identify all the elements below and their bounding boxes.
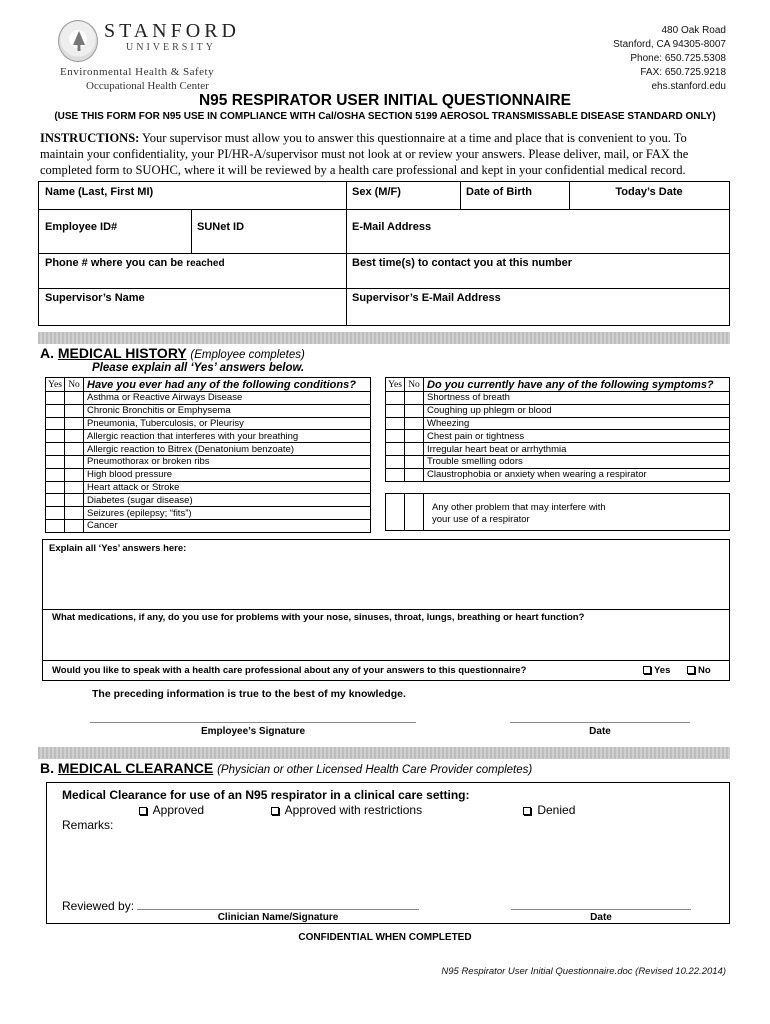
no-checkbox[interactable] [65, 481, 84, 494]
checkbox-icon [523, 807, 531, 815]
address-line: 480 Oak Road [661, 25, 726, 36]
section-b-note: (Physician or other Licensed Health Care Provider completes) [217, 764, 533, 776]
table-row [386, 430, 730, 443]
table-row [386, 443, 730, 456]
condition-label: Chronic Bronchitis or Emphysema [84, 404, 371, 417]
dob-field[interactable] [460, 182, 569, 209]
table-row [386, 468, 730, 481]
yes-checkbox[interactable] [46, 392, 65, 405]
condition-label: Asthma or Reactive Airways Disease [84, 392, 371, 405]
medications-label: What medications, if any, do you use for problems with your nose, sinuses, throat, lungs, breathing or heart function? [52, 612, 585, 623]
form-subtitle: (USE THIS FORM FOR N95 USE IN COMPLIANCE WITH Cal/OSHA SECTION 5199 AEROSOL TRANSMISSABLE DISEASE STANDARD ONLY) [54, 111, 716, 122]
employee-signature-line[interactable] [90, 722, 416, 723]
address-block [613, 24, 726, 94]
email-field[interactable] [346, 217, 729, 253]
condition-label: Pneumothorax or broken ribs [84, 455, 371, 468]
condition-label: Allergic reaction that interferes with your breathing [84, 430, 371, 443]
employee-date-label: Date [589, 726, 611, 737]
remarks-input[interactable] [57, 835, 717, 893]
table-row [46, 417, 371, 430]
name-label: Name (Last, First MI) [45, 186, 154, 198]
section-a-prefix: A. [40, 345, 54, 361]
dob-label: Date of Birth [466, 186, 532, 198]
approved-restrictions-option[interactable] [271, 803, 422, 817]
employee-signature-label: Employee’s Signature [200, 726, 306, 737]
condition-label: Heart attack or Stroke [84, 481, 371, 494]
table-row [46, 404, 371, 417]
supervisor-email-field[interactable] [346, 288, 729, 325]
yes-checkbox[interactable] [386, 404, 405, 417]
table-row [46, 443, 371, 456]
section-a-note: (Employee completes) [190, 349, 305, 361]
table-row [46, 455, 371, 468]
yes-checkbox[interactable] [46, 417, 65, 430]
no-checkbox[interactable] [405, 430, 424, 443]
no-checkbox[interactable] [65, 443, 84, 456]
speak-no-label: No [698, 665, 711, 676]
checkbox-icon [687, 666, 695, 674]
yes-checkbox[interactable] [386, 417, 405, 430]
condition-label: Pneumonia, Tuberculosis, or Pleurisy [84, 417, 371, 430]
no-checkbox[interactable] [65, 430, 84, 443]
symptoms-table [385, 377, 730, 482]
yes-column-header: Yes [46, 378, 65, 392]
clinician-date-line[interactable] [511, 909, 691, 910]
yes-checkbox[interactable] [46, 443, 65, 456]
instructions-text: Your supervisor must allow you to answer this questionnaire at a time and place that is convenient to you. To maintain your confidentiality, your PI/HR-A/supervisor must not look at or review your answers. Please deliver, mail, or FAX the completed form to SUOHC, where it will be reviewed by a health care professional and kept in your confidential medical record. [40, 131, 689, 177]
no-checkbox[interactable] [405, 494, 424, 530]
other-problem-label [432, 502, 606, 526]
approved-option[interactable] [139, 803, 204, 817]
condition-label: Cancer [84, 519, 371, 532]
supervisor-email-label: Supervisor’s E-Mail Address [352, 292, 501, 304]
clinician-signature-line[interactable] [137, 909, 419, 910]
table-row [386, 455, 730, 468]
no-checkbox[interactable] [65, 494, 84, 507]
sex-field[interactable] [346, 182, 460, 209]
checkbox-icon [271, 807, 279, 815]
yes-checkbox[interactable] [46, 455, 65, 468]
section-b-prefix: B. [40, 760, 54, 776]
other-problem-row [385, 493, 730, 531]
no-column-header: No [405, 378, 424, 392]
no-checkbox[interactable] [65, 468, 84, 481]
yes-checkbox[interactable] [46, 494, 65, 507]
yes-checkbox[interactable] [386, 494, 405, 530]
section-a-heading [40, 345, 305, 361]
speak-no-option[interactable] [687, 665, 711, 676]
table-row [46, 468, 371, 481]
yes-checkbox[interactable] [46, 507, 65, 520]
sunet-id-label: SUNet ID [197, 221, 245, 233]
yes-checkbox[interactable] [386, 443, 405, 456]
yes-checkbox[interactable] [386, 430, 405, 443]
denied-label: Denied [537, 803, 576, 817]
confidential-notice: CONFIDENTIAL WHEN COMPLETED [298, 932, 472, 943]
other-problem-line: Any other problem that may interfere with [432, 502, 606, 513]
table-row [46, 392, 371, 405]
clinician-signature-label: Clinician Name/Signature [217, 912, 339, 923]
attestation-text: The preceding information is true to the best of my knowledge. [92, 688, 406, 700]
speak-question: Would you like to speak with a health care professional about any of your answers to this questionnaire? [52, 665, 527, 676]
symptoms-header: Do you currently have any of the following symptoms? [424, 378, 730, 392]
conditions-table [45, 377, 371, 533]
no-checkbox[interactable] [405, 455, 424, 468]
denied-option[interactable] [523, 803, 575, 817]
address-line: Stanford, CA 94305-8007 [613, 39, 726, 50]
today-date-label: Today’s Date [615, 186, 683, 198]
medical-clearance-box [46, 782, 730, 924]
supervisor-name-field[interactable] [39, 288, 346, 325]
yes-checkbox[interactable] [46, 404, 65, 417]
checkbox-icon [643, 666, 651, 674]
phone-field[interactable] [39, 253, 346, 288]
employee-id-label: Employee ID# [45, 221, 118, 233]
symptom-label: Claustrophobia or anxiety when wearing a respirator [424, 468, 730, 481]
stanford-seal-icon [58, 20, 98, 62]
best-time-label: Best time(s) to contact you at this number [352, 257, 573, 269]
name-field[interactable] [39, 182, 346, 209]
approved-restrictions-label: Approved with restrictions [284, 803, 423, 817]
department-name: Environmental Health & Safety [60, 66, 215, 78]
section-b-heading [40, 760, 532, 776]
yes-checkbox[interactable] [46, 519, 65, 532]
symptom-label: Wheezing [424, 417, 730, 430]
center-name: Occupational Health Center [86, 80, 209, 92]
section-divider [38, 332, 730, 344]
symptom-label: Chest pain or tightness [424, 430, 730, 443]
sunet-id-field[interactable] [191, 217, 346, 253]
section-a-title: MEDICAL HISTORY [57, 345, 187, 361]
no-checkbox[interactable] [405, 468, 424, 481]
yes-column-header: Yes [386, 378, 405, 392]
yes-checkbox[interactable] [46, 430, 65, 443]
symptom-label: Coughing up phlegm or blood [424, 404, 730, 417]
speak-yes-label: Yes [654, 665, 671, 676]
other-problem-line: your use of a respirator [432, 514, 530, 525]
explain-answers-label: Explain all ‘Yes’ answers here: [49, 543, 187, 554]
explain-note: Please explain all ‘Yes’ answers below. [92, 362, 305, 374]
university-subtitle: UNIVERSITY [126, 42, 216, 53]
table-row [46, 494, 371, 507]
university-name: STANFORD [104, 20, 240, 42]
checkbox-icon [139, 807, 147, 815]
employee-date-line[interactable] [510, 722, 690, 723]
address-line: FAX: 650.725.9218 [640, 67, 726, 78]
no-checkbox[interactable] [65, 392, 84, 405]
no-checkbox[interactable] [405, 417, 424, 430]
section-b-title: MEDICAL CLEARANCE [57, 760, 214, 776]
address-line: Phone: 650.725.5308 [630, 53, 726, 64]
medications-input[interactable] [44, 626, 728, 659]
address-line: ehs.stanford.edu [651, 81, 726, 92]
remarks-label: Remarks: [62, 818, 114, 832]
form-title: N95 RESPIRATOR USER INITIAL QUESTIONNAIRE [198, 92, 572, 109]
employee-info-grid [38, 181, 730, 326]
clinician-date-label: Date [590, 912, 612, 923]
symptom-label: Shortness of breath [424, 392, 730, 405]
table-row [46, 430, 371, 443]
symptom-label: Irregular heart beat or arrhythmia [424, 443, 730, 456]
table-row [386, 392, 730, 405]
phone-label-suffix: reached [186, 258, 225, 269]
reviewed-by-label: Reviewed by: [62, 899, 135, 913]
sex-label: Sex (M/F) [352, 186, 401, 198]
yes-checkbox[interactable] [46, 468, 65, 481]
document-footer: N95 Respirator User Initial Questionnaire.doc (Revised 10.22.2014) [441, 966, 726, 977]
no-checkbox[interactable] [65, 507, 84, 520]
speak-yes-option[interactable] [643, 665, 670, 676]
table-row [386, 417, 730, 430]
no-checkbox[interactable] [405, 404, 424, 417]
yes-checkbox[interactable] [386, 468, 405, 481]
no-checkbox[interactable] [65, 417, 84, 430]
employee-id-field[interactable] [39, 217, 191, 253]
no-checkbox[interactable] [405, 443, 424, 456]
today-date-field[interactable] [569, 182, 729, 209]
best-time-field[interactable] [346, 253, 729, 288]
yes-checkbox[interactable] [46, 481, 65, 494]
phone-label: Phone # where you can be [45, 257, 184, 269]
approved-label: Approved [152, 803, 205, 817]
condition-label: Diabetes (sugar disease) [84, 494, 371, 507]
symptom-label: Trouble smelling odors [424, 455, 730, 468]
conditions-header: Have you ever had any of the following conditions? [84, 378, 371, 392]
condition-label: Seizures (epilepsy; “fits”) [84, 507, 371, 520]
table-row [386, 404, 730, 417]
table-row [46, 507, 371, 520]
explain-answers-box [42, 539, 730, 681]
explain-answers-input[interactable] [44, 556, 728, 608]
no-checkbox[interactable] [405, 392, 424, 405]
table-row [46, 519, 371, 532]
section-divider [38, 747, 730, 759]
yes-checkbox[interactable] [386, 392, 405, 405]
yes-checkbox[interactable] [386, 455, 405, 468]
condition-label: High blood pressure [84, 468, 371, 481]
email-label: E-Mail Address [352, 221, 432, 233]
instructions [40, 130, 730, 178]
supervisor-name-label: Supervisor’s Name [45, 292, 145, 304]
condition-label: Allergic reaction to Bitrex (Denatonium benzoate) [84, 443, 371, 456]
table-row [46, 481, 371, 494]
no-checkbox[interactable] [65, 404, 84, 417]
no-column-header: No [65, 378, 84, 392]
instructions-label: INSTRUCTIONS: [40, 131, 140, 145]
clearance-title: Medical Clearance for use of an N95 respirator in a clinical care setting: [62, 788, 470, 802]
no-checkbox[interactable] [65, 455, 84, 468]
no-checkbox[interactable] [65, 519, 84, 532]
